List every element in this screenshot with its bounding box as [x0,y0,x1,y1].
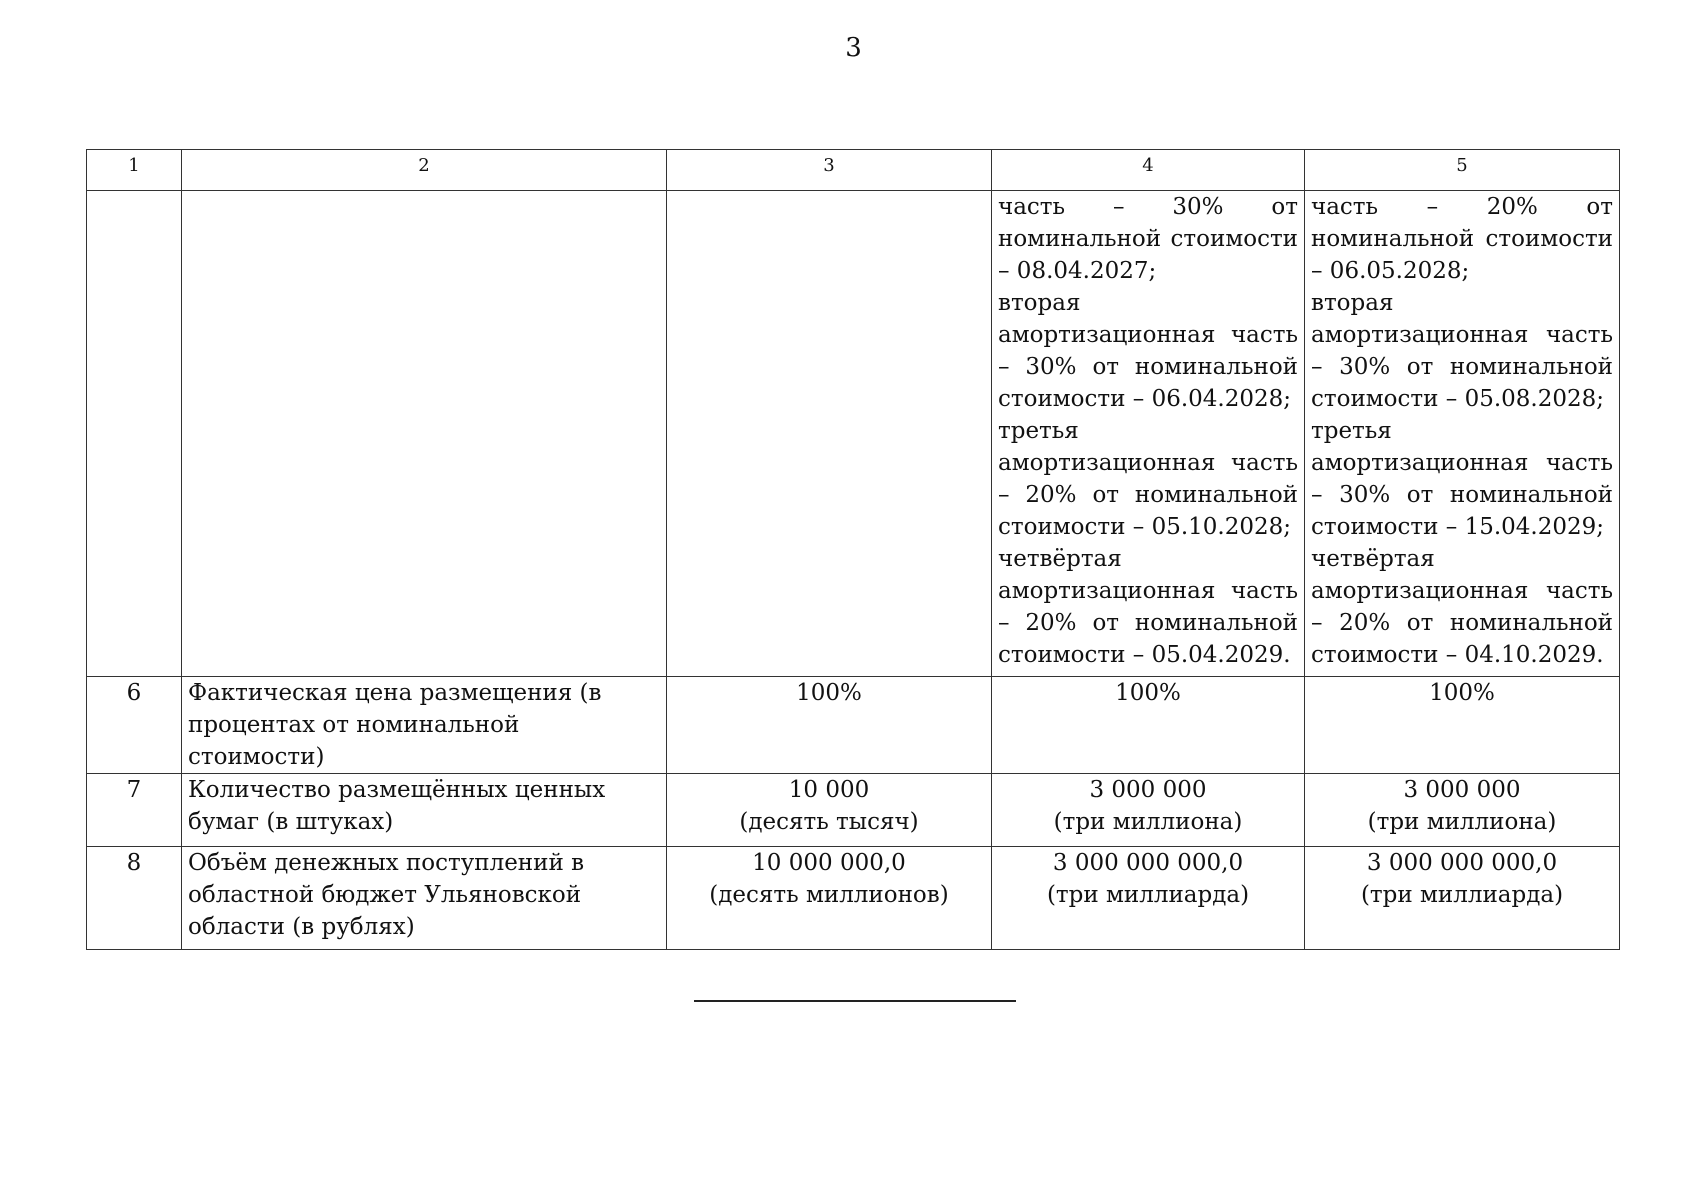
value-cell-col3 [667,774,992,847]
value-in-words: (десять тысяч) [739,809,919,835]
column-number-3: 3 [667,150,992,191]
value: 100% [1115,680,1181,706]
row-label: Количество размещённых ценных бумаг (в штуках) [182,774,667,847]
amortization-schedule-col4 [992,191,1305,677]
table-row [87,774,1620,847]
row-number: 8 [87,847,182,950]
value-cell-col5 [1305,847,1620,950]
column-number-2: 2 [182,150,667,191]
continuation-cell-1 [87,191,182,677]
table-row [87,677,1620,774]
value-cell-col5 [1305,677,1620,774]
amortization-part-line: вторая амортизационная часть – 30% от номинальной стоимости – 05.08.2028; [1311,290,1613,412]
value: 3 000 000 [1403,777,1521,803]
amortization-part-line: вторая амортизационная часть – 30% от номинальной стоимости – 06.04.2028; [998,290,1298,412]
row-number: 7 [87,774,182,847]
value-in-words: (три миллиарда) [1046,882,1250,908]
amortization-part-line: четвёртая амортизационная часть – 20% от номинальной стоимости – 05.04.2029. [998,546,1298,668]
amortization-part-line: часть – 30% от номинальной стоимости – 08.04.2027; [998,194,1298,284]
end-of-document-rule [694,1000,1016,1002]
value-cell-col4 [992,774,1305,847]
value: 10 000 [788,777,870,803]
value: 3 000 000 [1089,777,1207,803]
row-number: 6 [87,677,182,774]
value: 3 000 000 000,0 [1366,850,1558,876]
amortization-schedule-col5 [1305,191,1620,677]
value: 10 000 000,0 [752,850,906,876]
continuation-cell-2 [182,191,667,677]
amortization-part-line: третья амортизационная часть – 30% от номинальной стоимости – 15.04.2029; [1311,418,1613,540]
column-number-5: 5 [1305,150,1620,191]
value-cell-col5 [1305,774,1620,847]
amortization-part-line: часть – 20% от номинальной стоимости – 06.05.2028; [1311,194,1613,284]
value-in-words: (три миллиона) [1367,809,1557,835]
amortization-part-line: третья амортизационная часть – 20% от номинальной стоимости – 05.10.2028; [998,418,1298,540]
value-in-words: (десять миллионов) [709,882,949,908]
table-row-continuation [87,191,1620,677]
value-cell-col3 [667,847,992,950]
value-cell-col4 [992,847,1305,950]
column-number-4: 4 [992,150,1305,191]
column-number-1: 1 [87,150,182,191]
securities-table [86,149,1620,950]
page-number: 3 [845,33,862,63]
value: 100% [1429,680,1495,706]
amortization-part-line: четвёртая амортизационная часть – 20% от номинальной стоимости – 04.10.2029. [1311,546,1613,668]
value-cell-col3 [667,677,992,774]
continuation-cell-3 [667,191,992,677]
value-in-words: (три миллиарда) [1360,882,1564,908]
value: 3 000 000 000,0 [1052,850,1244,876]
table-row [87,847,1620,950]
value-cell-col4 [992,677,1305,774]
table-header-row [87,150,1620,191]
row-label: Фактическая цена размещения (в процентах от номинальной стоимости) [182,677,667,774]
value: 100% [796,680,862,706]
row-label: Объём денежных поступлений в областной бюджет Ульяновской области (в рублях) [182,847,667,950]
value-in-words: (три миллиона) [1053,809,1243,835]
